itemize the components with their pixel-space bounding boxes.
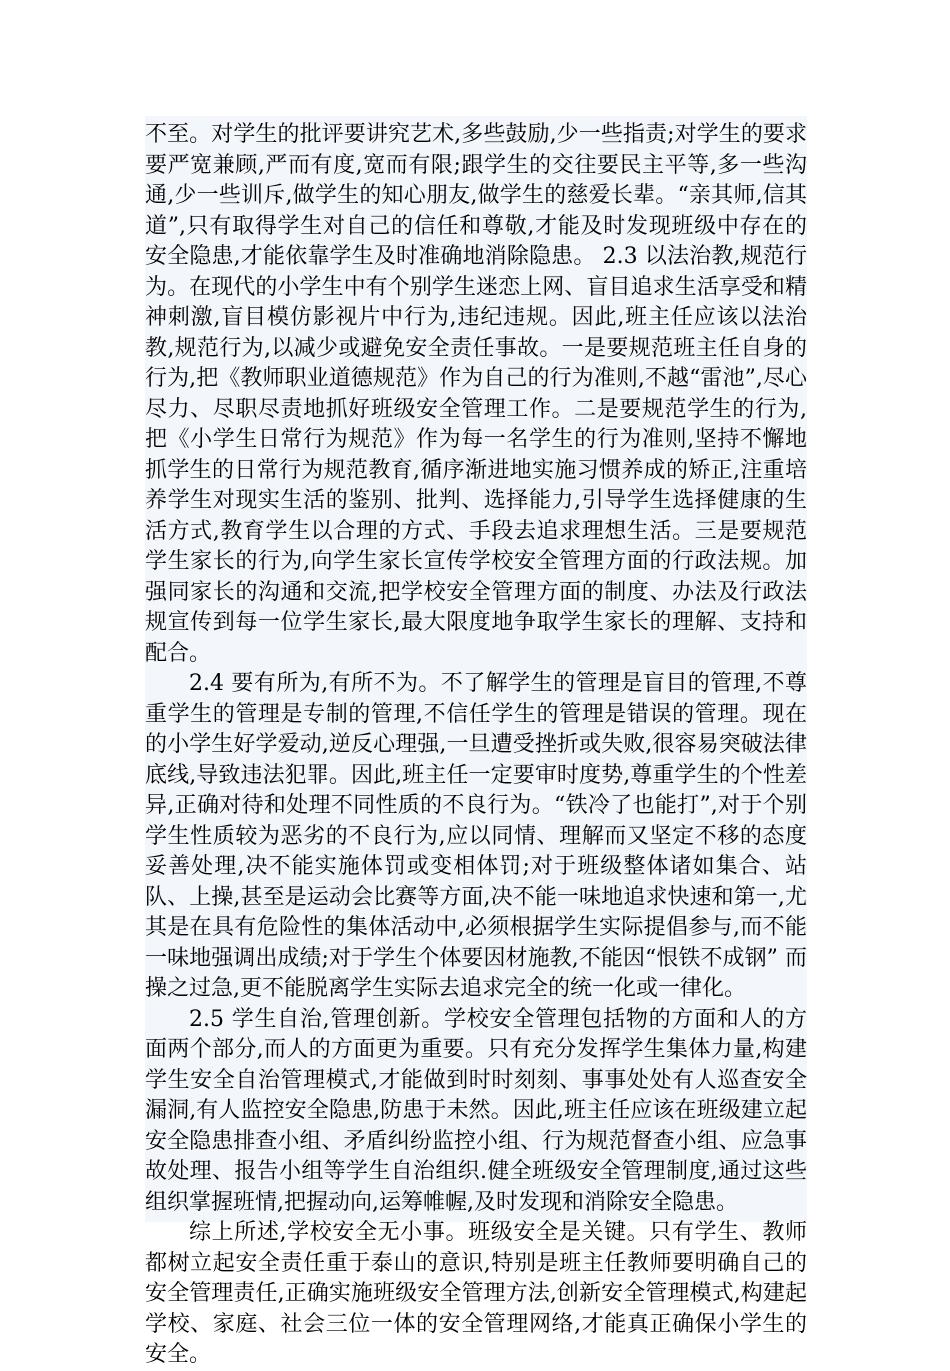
paragraph-2-4: 2.4 要有所为,有所不为。不了解学生的管理是盲目的管理,不尊重学生的管理是专制的管理,不信任学生的管理是错误的管理。现在的小学生好学爱动,逆反心理强,一旦遭受挫折或失败,很容易突破法律底线,导致违法犯罪。因此,班主任一定要审时度势,尊重学生的个性差异,正确对待和处理不同性质的不良行为。“铁冷了也能打”,对于个别学生性质较为恶劣的不良行为,应以同情、理解而又坚定不移的态度妥善处理,决不能实施体罚或变相体罚;对于班级整体诸如集合、站队、上操,甚至是运动会比赛等方面,决不能一味地追求快速和第一,尤其是在具有危险性的集体活动中,必须根据学生实际提倡参与,而不能一味地强调出成绩;对于学生个体要因材施教,不能因“恨铁不成钢” 而操之过急,更不能脱离学生实际去追求完全的统一化或一律化。 [145, 671, 807, 1001]
paragraph-2-5: 2.5 学生自治,管理创新。学校安全管理包括物的方面和人的方面两个部分,而人的方面更为重要。只有充分发挥学生集体力量,构建学生安全自治管理模式,才能做到时时刻刻、事事处处有人巡查安全漏洞,有人监控安全隐患,防患于未然。因此,班主任应该在班级建立起安全隐患排查小组、矛盾纠纷监控小组、行为规范督查小组、应急事故处理、报告小组等学生自治组织.健全班级安全管理制度,通过这些组织掌握班情,把握动向,运筹帷幄,及时发现和消除安全隐患。 [145, 1006, 807, 1215]
document-body [145, 116, 807, 1367]
paragraph-conclusion: 综上所述,学校安全无小事。班级安全是关键。只有学生、教师都树立起安全责任重于泰山的意识,特别是班主任教师要明确自己的安全管理责任,正确实施班级安全管理方法,创新安全管理模式,构建起学校、家庭、社会三位一体的安全管理网络,才能真正确保小学生的安全。 [145, 1220, 807, 1367]
paragraph-classroom-relations: 不至。对学生的批评要讲究艺术,多些鼓励,少一些指责;对学生的要求要严宽兼顾,严而有度,宽而有限;跟学生的交往要民主平等,多一些沟通,少一些训斥,做学生的知心朋友,做学生的慈爱长辈。“亲其师,信其道”,只有取得学生对自己的信任和尊敬,才能及时发现班级中存在的安全隐患,才能依靠学生及时准确地消除隐患。 2.3 以法治教,规范行为。在现代的小学生中有个别学生迷恋上网、盲目追求生活享受和精神刺激,盲目模仿影视片中行为,违纪违规。因此,班主任应该以法治教,规范行为,以减少或避免安全责任事故。一是要规范班主任自身的行为,把《教师职业道德规范》作为自己的行为准则,不越“雷池”,尽心尽力、尽职尽责地抓好班级安全管理工作。二是要规范学生的行为,把《小学生日常行为规范》作为每一名学生的行为准则,坚持不懈地抓学生的日常行为规范教育,循序渐进地实施习惯养成的矫正,注重培养学生对现实生活的鉴别、批判、选择能力,引导学生选择健康的生活方式,教育学生以合理的方式、手段去追求理想生活。三是要规范学生家长的行为,向学生家长宣传学校安全管理方面的行政法规。加强同家长的沟通和交流,把学校安全管理方面的制度、办法及行政法规宣传到每一位学生家长,最大限度地争取学生家长的理解、支持和配合。 [145, 122, 807, 666]
